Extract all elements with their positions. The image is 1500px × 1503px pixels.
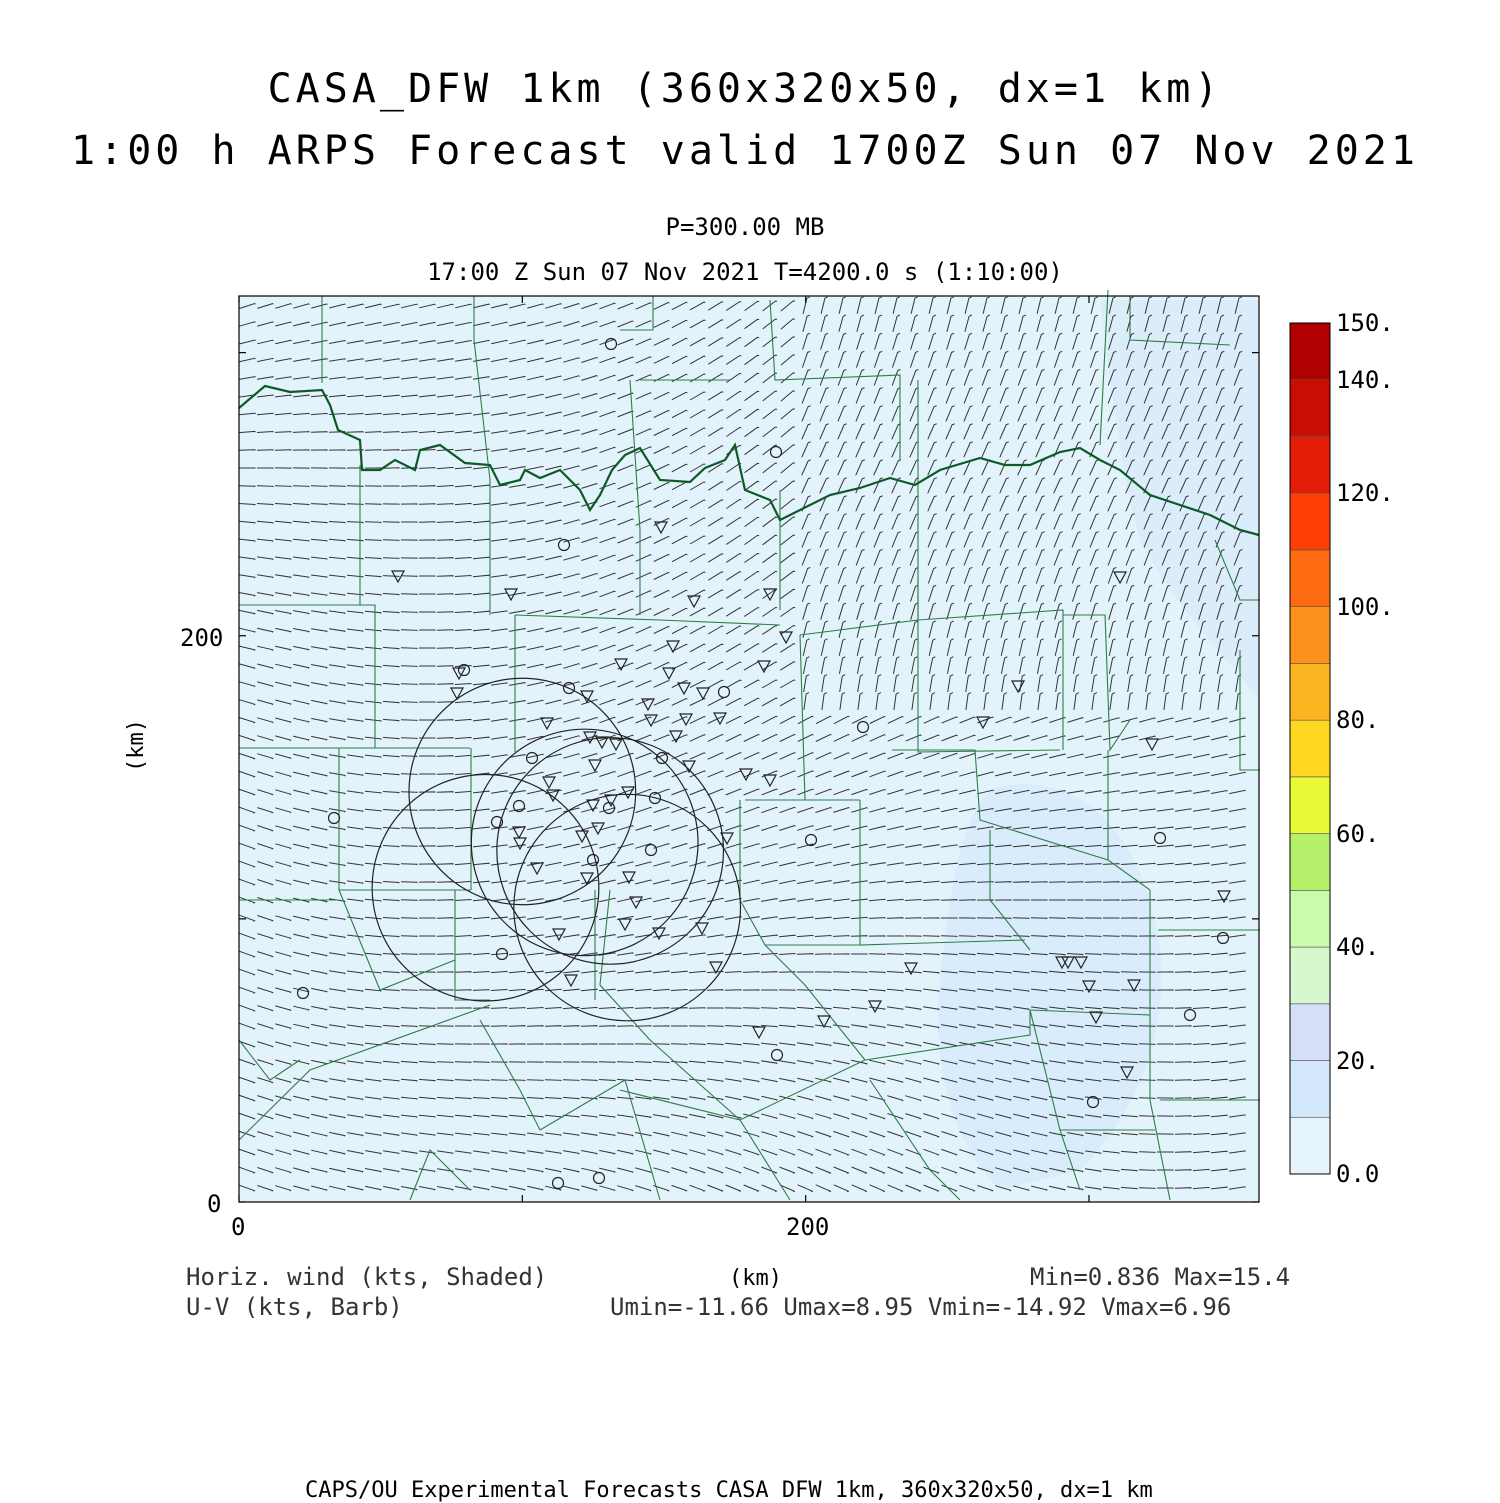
- colorbar-bin: [1290, 890, 1330, 947]
- colorbar: [1290, 323, 1330, 1174]
- colorbar-label: 100.: [1336, 592, 1394, 621]
- colorbar-bin: [1290, 720, 1330, 777]
- colorbar-bin: [1290, 436, 1330, 493]
- credit-line: CAPS/OU Experimental Forecasts CASA DFW 1km, 360x320x50, dx=1 km: [305, 1478, 1153, 1503]
- colorbar-bin: [1290, 777, 1330, 834]
- y-tick-0: 0: [207, 1190, 222, 1218]
- colorbar-label: 0.0: [1336, 1160, 1380, 1188]
- colorbar-bin: [1290, 607, 1330, 664]
- map-title: CASA_DFW 1km (360x320x50, dx=1 km): [267, 66, 1223, 112]
- colorbar-label: 140.: [1336, 365, 1394, 394]
- y-tick-200: 200: [180, 624, 224, 652]
- uv-stats: Umin=-11.66 Umax=8.95 Vmin=-14.92 Vmax=6.96: [610, 1293, 1232, 1321]
- colorbar-bin: [1290, 380, 1330, 437]
- pressure-level: P=300.00 MB: [665, 213, 825, 241]
- colorbar-bin: [1290, 1117, 1330, 1174]
- colorbar-label: 150.: [1336, 309, 1394, 337]
- colorbar-bin: [1290, 550, 1330, 607]
- colorbar-label: 120.: [1336, 479, 1394, 508]
- colorbar-label: 20.: [1336, 1046, 1380, 1075]
- colorbar-bin: [1290, 493, 1330, 550]
- shaded-field-label: Horiz. wind (kts, Shaded): [186, 1263, 548, 1291]
- colorbar-bin: [1290, 323, 1330, 380]
- x-tick-0: 0: [231, 1213, 246, 1241]
- colorbar-bin: [1290, 947, 1330, 1004]
- forecast-title: 1:00 h ARPS Forecast valid 1700Z Sun 07 Nov 2021: [71, 128, 1419, 174]
- x-axis-label: (km): [729, 1266, 782, 1291]
- colorbar-bin: [1290, 1061, 1330, 1118]
- y-axis-label: (km): [123, 719, 149, 772]
- colorbar-bin: [1290, 663, 1330, 720]
- colorbar-label: 60.: [1336, 819, 1380, 848]
- colorbar-bin: [1290, 834, 1330, 891]
- barb-field-label: U-V (kts, Barb): [186, 1293, 403, 1321]
- valid-time: 17:00 Z Sun 07 Nov 2021 T=4200.0 s (1:10:00): [427, 258, 1063, 286]
- colorbar-bin: [1290, 1004, 1330, 1061]
- x-tick-200: 200: [786, 1213, 830, 1241]
- colorbar-label: 40.: [1336, 933, 1380, 962]
- min-max-stats: Min=0.836 Max=15.4: [1030, 1263, 1291, 1291]
- colorbar-label: 80.: [1336, 706, 1380, 735]
